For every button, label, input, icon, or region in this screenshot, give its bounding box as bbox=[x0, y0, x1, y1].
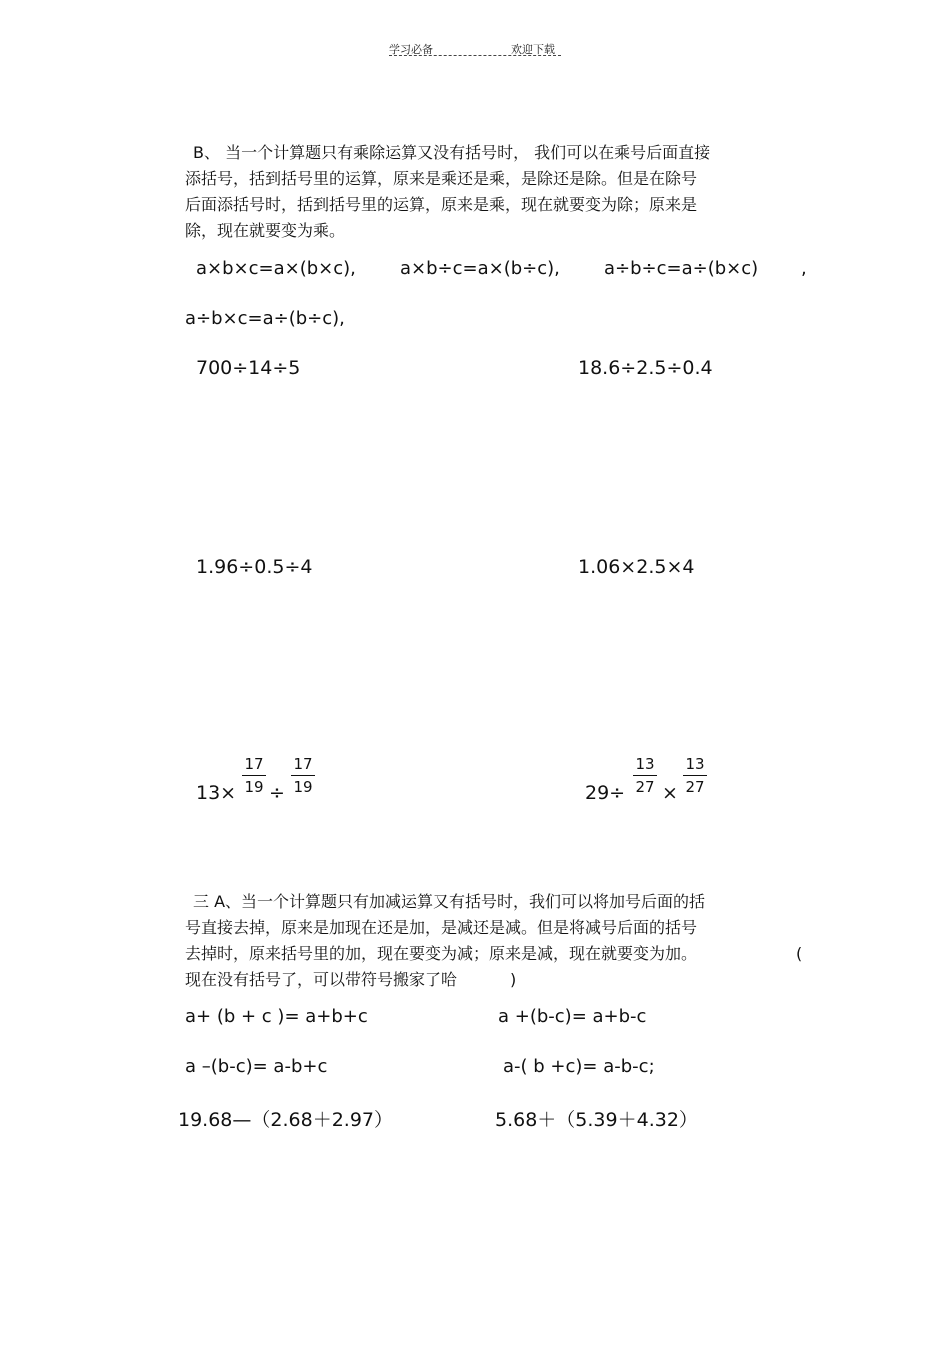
problem-6-operator: × bbox=[662, 782, 678, 804]
problem-5-prefix: 13× bbox=[196, 782, 237, 804]
fraction-denominator: 27 bbox=[685, 778, 705, 796]
header-right-text: 欢迎下载 bbox=[511, 43, 555, 56]
problem-6-fraction-2 bbox=[683, 755, 707, 796]
header-left-text: 学习必备 bbox=[389, 43, 433, 56]
rule-formula-3: a÷b÷c=a÷(b×c) bbox=[604, 258, 759, 279]
rule-formula-5: a+ (b + c )= a+b+c bbox=[185, 1006, 368, 1027]
section-b-line-4: 除，现在就要变为乘。 bbox=[185, 221, 346, 240]
section-b-line-3: 后面添括号时，括到括号里的运算，原来是乘，现在就要变为除；原来是 bbox=[185, 195, 698, 214]
problem-5-fraction-1 bbox=[242, 755, 266, 796]
section-three-close-paren: ) bbox=[510, 970, 517, 989]
rule-formula-4: a÷b×c=a÷(b÷c), bbox=[185, 308, 345, 329]
section-b-line-1: B、 当一个计算题只有乘除运算又没有括号时， 我们可以在乘号后面直接 bbox=[193, 143, 711, 162]
section-three-line-3: 去掉时，原来括号里的加，现在要变为减；原来是减，现在就要变为加。 bbox=[185, 944, 698, 963]
rule-formula-7: a –(b-c)= a-b+c bbox=[185, 1056, 328, 1077]
problem-6-prefix: 29÷ bbox=[585, 782, 626, 804]
rule-formula-1: a×b×c=a×(b×c), bbox=[196, 258, 356, 279]
fraction-numerator: 13 bbox=[633, 755, 657, 776]
fraction-numerator: 17 bbox=[291, 755, 315, 776]
problem-1: 700÷14÷5 bbox=[196, 357, 301, 379]
section-three-line-1: 三 A、当一个计算题只有加减运算又有括号时，我们可以将加号后面的括 bbox=[193, 892, 706, 911]
problem-8: 5.68＋（5.39＋4.32） bbox=[495, 1109, 698, 1131]
rule-formula-2: a×b÷c=a×(b÷c), bbox=[400, 258, 560, 279]
rule-formula-8: a-( b +c)= a-b-c; bbox=[503, 1056, 655, 1077]
rule-formula-comma: , bbox=[801, 258, 807, 279]
fraction-numerator: 17 bbox=[242, 755, 266, 776]
fraction-numerator: 13 bbox=[683, 755, 707, 776]
section-three-open-paren: ( bbox=[796, 944, 803, 963]
problem-5-fraction-2 bbox=[291, 755, 315, 796]
problem-6-fraction-1 bbox=[633, 755, 657, 796]
fraction-denominator: 19 bbox=[293, 778, 313, 796]
problem-4: 1.06×2.5×4 bbox=[578, 556, 695, 578]
section-three-line-2: 号直接去掉，原来是加现在还是加，是减还是减。但是将减号后面的括号 bbox=[185, 918, 698, 937]
section-three-line-4: 现在没有括号了，可以带符号搬家了哈 bbox=[185, 970, 458, 989]
fraction-denominator: 19 bbox=[244, 778, 264, 796]
problem-2: 18.6÷2.5÷0.4 bbox=[578, 357, 713, 379]
header-divider bbox=[389, 55, 561, 56]
section-b-line-2: 添括号，括到括号里的运算，原来是乘还是乘，是除还是除。但是在除号 bbox=[185, 169, 698, 188]
rule-formula-6: a +(b-c)= a+b-c bbox=[498, 1006, 647, 1027]
fraction-denominator: 27 bbox=[635, 778, 655, 796]
problem-5-operator: ÷ bbox=[269, 782, 285, 804]
problem-3: 1.96÷0.5÷4 bbox=[196, 556, 313, 578]
problem-7: 19.68—（2.68＋2.97） bbox=[178, 1109, 394, 1131]
